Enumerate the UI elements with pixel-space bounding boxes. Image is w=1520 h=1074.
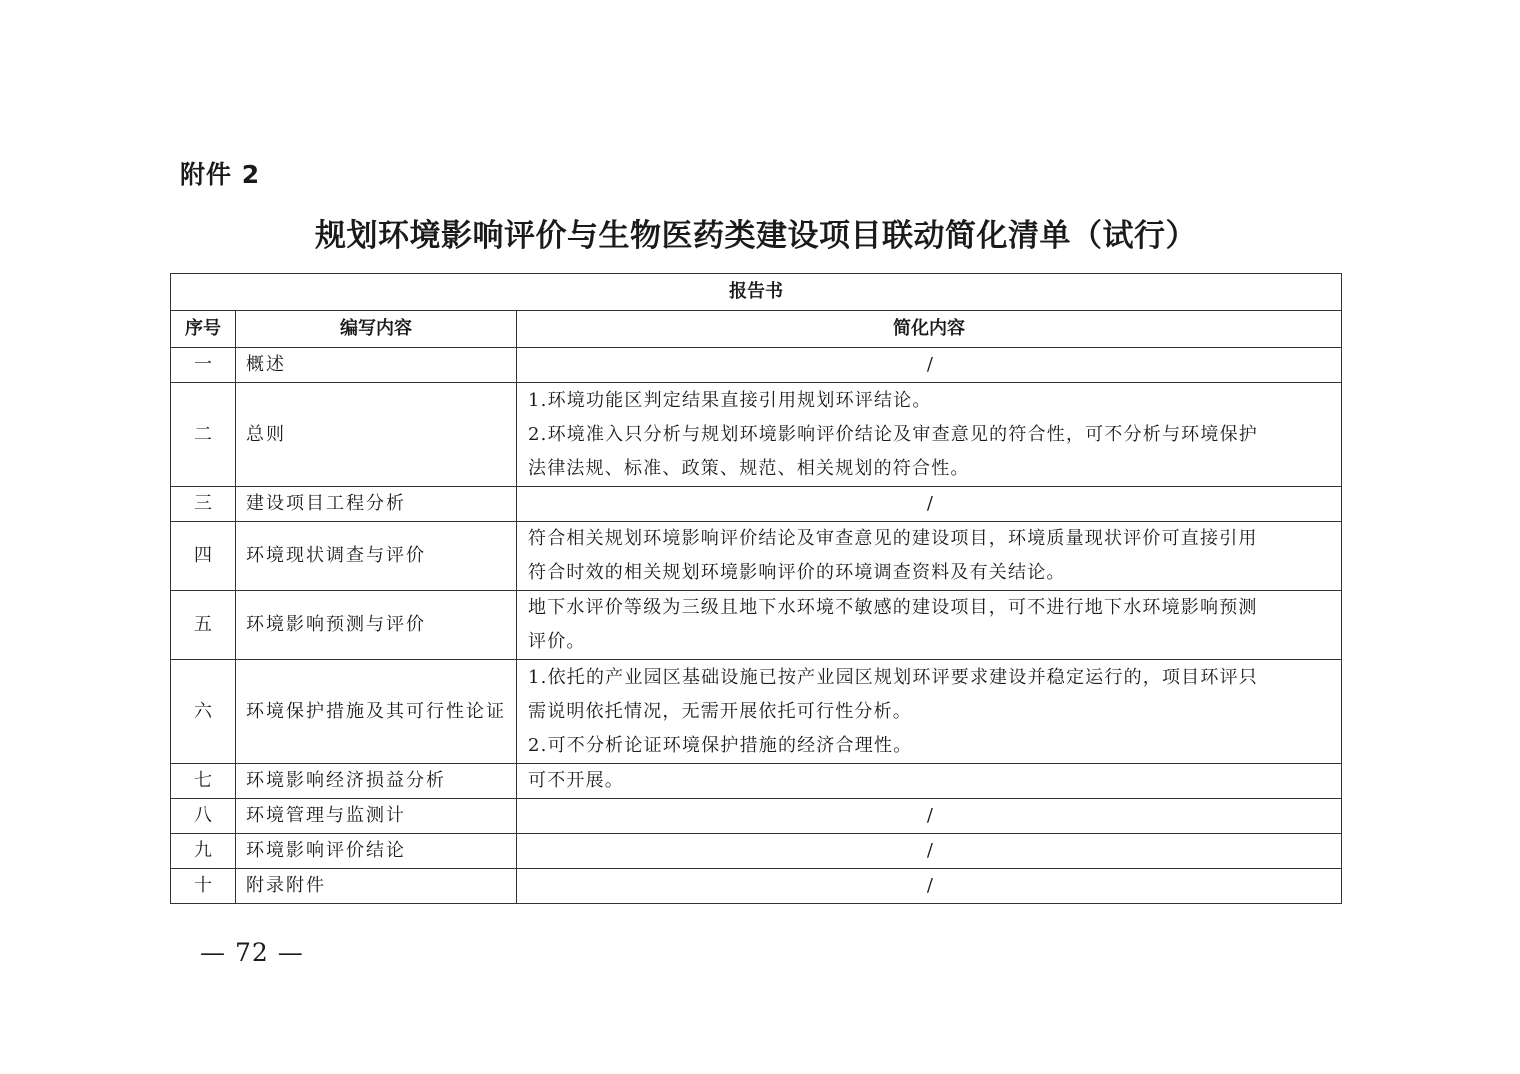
document-title: 规划环境影响评价与生物医药类建设项目联动简化清单（试行） xyxy=(315,218,1197,254)
table-row xyxy=(171,487,1342,522)
row-simplified xyxy=(517,660,1342,764)
row-index: 四 xyxy=(171,522,236,591)
table-row xyxy=(171,764,1342,799)
row-index: 一 xyxy=(171,348,236,383)
simplified-line: 2.环境准入只分析与规划环境影响评价结论及审查意见的符合性，可不分析与环境保护 xyxy=(528,423,1258,445)
simplified-line: 1.环境功能区判定结果直接引用规划环评结论。 xyxy=(528,389,932,411)
simplified-line: 可不开展。 xyxy=(528,770,624,791)
section-header: 报告书 xyxy=(171,274,1342,311)
column-header-index: 序号 xyxy=(171,311,236,348)
simplified-line: / xyxy=(926,875,935,896)
row-simplified xyxy=(517,348,1342,383)
table-row xyxy=(171,348,1342,383)
table-row xyxy=(171,834,1342,869)
row-simplified xyxy=(517,383,1342,487)
row-index: 六 xyxy=(171,660,236,764)
simplified-line: 评价。 xyxy=(528,631,586,652)
simplified-line: 2.可不分析论证环境保护措施的经济合理性。 xyxy=(528,734,913,756)
simplified-line: / xyxy=(926,354,935,375)
row-index: 二 xyxy=(171,383,236,487)
simplified-line: 1.依托的产业园区基础设施已按产业园区规划环评要求建设并稳定运行的，项目环评只 xyxy=(528,666,1258,688)
table-row xyxy=(171,799,1342,834)
row-content: 环境管理与监测计 xyxy=(236,799,517,834)
table-body xyxy=(171,348,1342,904)
row-simplified xyxy=(517,869,1342,904)
row-content: 附录附件 xyxy=(236,869,517,904)
row-index: 十 xyxy=(171,869,236,904)
column-header-simplified: 简化内容 xyxy=(517,311,1342,348)
row-index: 七 xyxy=(171,764,236,799)
simplification-table xyxy=(170,273,1342,904)
row-content: 总则 xyxy=(236,383,517,487)
simplified-line: 法律法规、标准、政策、规范、相关规划的符合性。 xyxy=(528,457,970,479)
row-index: 九 xyxy=(171,834,236,869)
simplified-line: 需说明依托情况，无需开展依托可行性分析。 xyxy=(528,700,912,722)
table-row xyxy=(171,869,1342,904)
simplified-line: 符合相关规划环境影响评价结论及审查意见的建设项目，环境质量现状评价可直接引用 xyxy=(528,528,1258,549)
row-simplified xyxy=(517,522,1342,591)
column-header-row xyxy=(171,311,1342,348)
table-row xyxy=(171,660,1342,764)
simplified-line: 地下水评价等级为三级且地下水环境不敏感的建设项目，可不进行地下水环境影响预测 xyxy=(528,597,1258,618)
row-content: 环境现状调查与评价 xyxy=(236,522,517,591)
row-simplified xyxy=(517,764,1342,799)
simplified-line: / xyxy=(926,840,935,861)
row-index: 三 xyxy=(171,487,236,522)
table-row xyxy=(171,591,1342,660)
row-simplified xyxy=(517,591,1342,660)
simplified-line: 符合时效的相关规划环境影响评价的环境调查资料及有关结论。 xyxy=(528,562,1066,583)
table-row xyxy=(171,383,1342,487)
row-content: 环境保护措施及其可行性论证 xyxy=(236,660,517,764)
row-content: 建设项目工程分析 xyxy=(236,487,517,522)
row-index: 五 xyxy=(171,591,236,660)
row-content: 环境影响评价结论 xyxy=(236,834,517,869)
row-content: 环境影响经济损益分析 xyxy=(236,764,517,799)
column-header-content: 编写内容 xyxy=(236,311,517,348)
table-row xyxy=(171,522,1342,591)
row-content: 环境影响预测与评价 xyxy=(236,591,517,660)
row-index: 八 xyxy=(171,799,236,834)
attachment-label: 附件 2 xyxy=(180,160,261,189)
row-simplified xyxy=(517,487,1342,522)
page-number: — 72 — xyxy=(200,938,304,967)
simplified-line: / xyxy=(926,805,935,826)
section-header-row xyxy=(171,274,1342,311)
row-simplified xyxy=(517,834,1342,869)
row-simplified xyxy=(517,799,1342,834)
row-content: 概述 xyxy=(236,348,517,383)
simplified-line: / xyxy=(926,493,935,514)
